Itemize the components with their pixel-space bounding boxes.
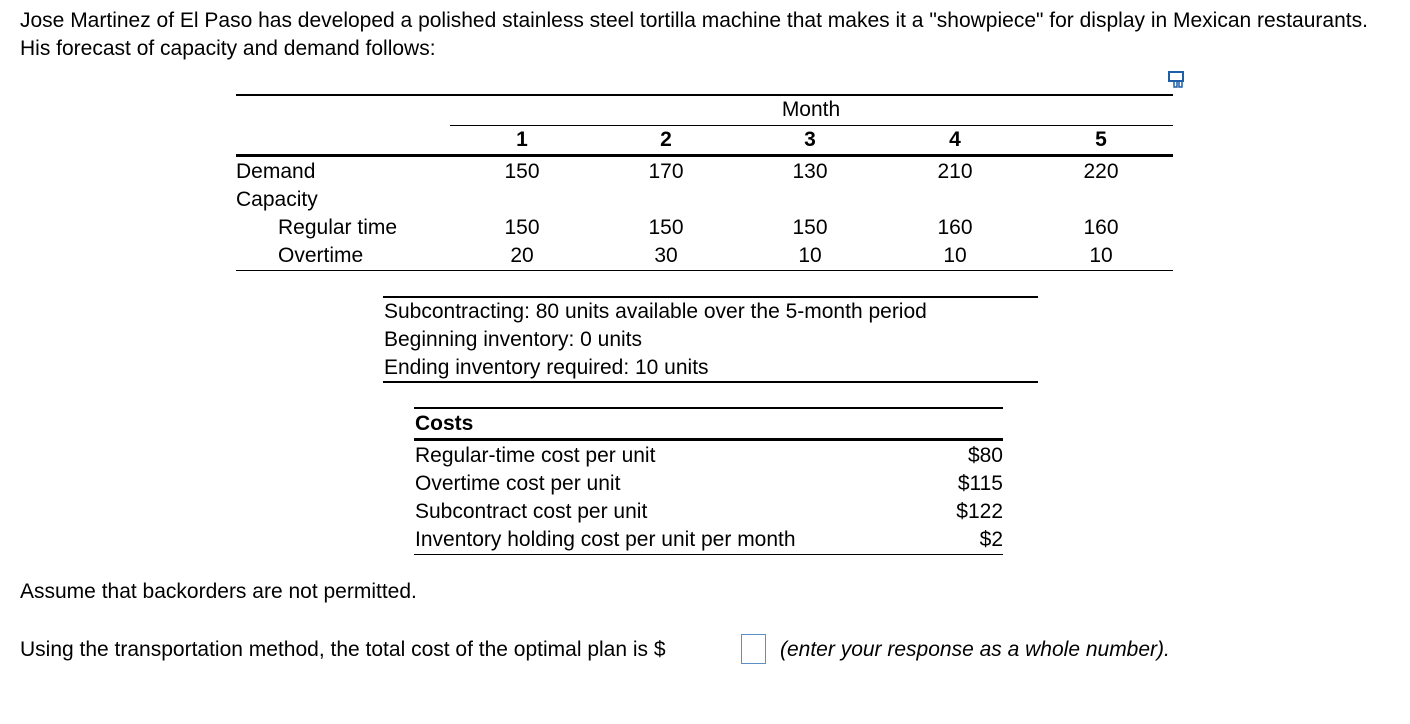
row-label-capacity: Capacity (236, 188, 318, 211)
header-rule (236, 154, 1173, 157)
costs-bottom-rule (414, 554, 1003, 555)
cost-value: $122 (956, 500, 1003, 523)
cost-label: Overtime cost per unit (415, 472, 621, 495)
month-header-4: 4 (949, 128, 961, 151)
overtime-cell: 10 (943, 244, 967, 267)
answer-instruction: (enter your response as a whole number). (780, 638, 1170, 661)
cost-label: Regular-time cost per unit (415, 444, 656, 467)
demand-cell: 170 (648, 160, 684, 183)
beginning-inventory-text: Beginning inventory: 0 units (384, 328, 642, 351)
answer-input[interactable] (741, 634, 766, 664)
copy-icon[interactable] (1168, 70, 1188, 88)
overtime-cell: 10 (798, 244, 822, 267)
regular-cell: 150 (648, 216, 684, 239)
row-label-regular-time: Regular time (278, 216, 398, 239)
regular-cell: 160 (1083, 216, 1119, 239)
problem-intro: Jose Martinez of El Paso has developed a polished stainless steel tortilla machine that makes it a "showpiece" for display in Mexican restaurants. His forecast of capacity and demand follows: (20, 9, 1368, 60)
question-text: Using the transportation method, the total cost of the optimal plan is $ (20, 638, 666, 661)
row-label-demand: Demand (236, 160, 316, 183)
demand-cell: 150 (504, 160, 540, 183)
regular-cell: 150 (504, 216, 540, 239)
table-bottom-rule (236, 270, 1173, 271)
assumption-text: Assume that backorders are not permitted. (20, 580, 417, 603)
table-top-rule (236, 94, 1173, 96)
costs-header: Costs (415, 412, 474, 435)
demand-cell: 220 (1083, 160, 1119, 183)
subcontracting-text: Subcontracting: 80 units available over the 5-month period (384, 300, 927, 323)
row-label-overtime: Overtime (278, 244, 364, 267)
demand-cell: 130 (792, 160, 828, 183)
overtime-cell: 20 (510, 244, 534, 267)
conditions-bottom-rule (383, 381, 1038, 383)
regular-cell: 150 (792, 216, 828, 239)
cost-value: $80 (967, 444, 1003, 467)
month-header-1: 1 (516, 128, 528, 151)
ending-inventory-text: Ending inventory required: 10 units (384, 356, 709, 379)
cost-label: Subcontract cost per unit (415, 500, 648, 523)
cost-value: $2 (979, 528, 1003, 551)
demand-cell: 210 (937, 160, 973, 183)
month-header-3: 3 (804, 128, 816, 151)
costs-header-rule (414, 438, 1003, 441)
costs-top-rule (414, 407, 1003, 409)
month-group-header: Month (781, 98, 841, 121)
overtime-cell: 30 (654, 244, 678, 267)
overtime-cell: 10 (1089, 244, 1113, 267)
cost-value: $115 (957, 472, 1003, 495)
month-header-5: 5 (1095, 128, 1107, 151)
conditions-block (384, 298, 927, 382)
regular-cell: 160 (937, 216, 973, 239)
month-header-2: 2 (660, 128, 672, 151)
cost-label: Inventory holding cost per unit per month (415, 528, 796, 551)
